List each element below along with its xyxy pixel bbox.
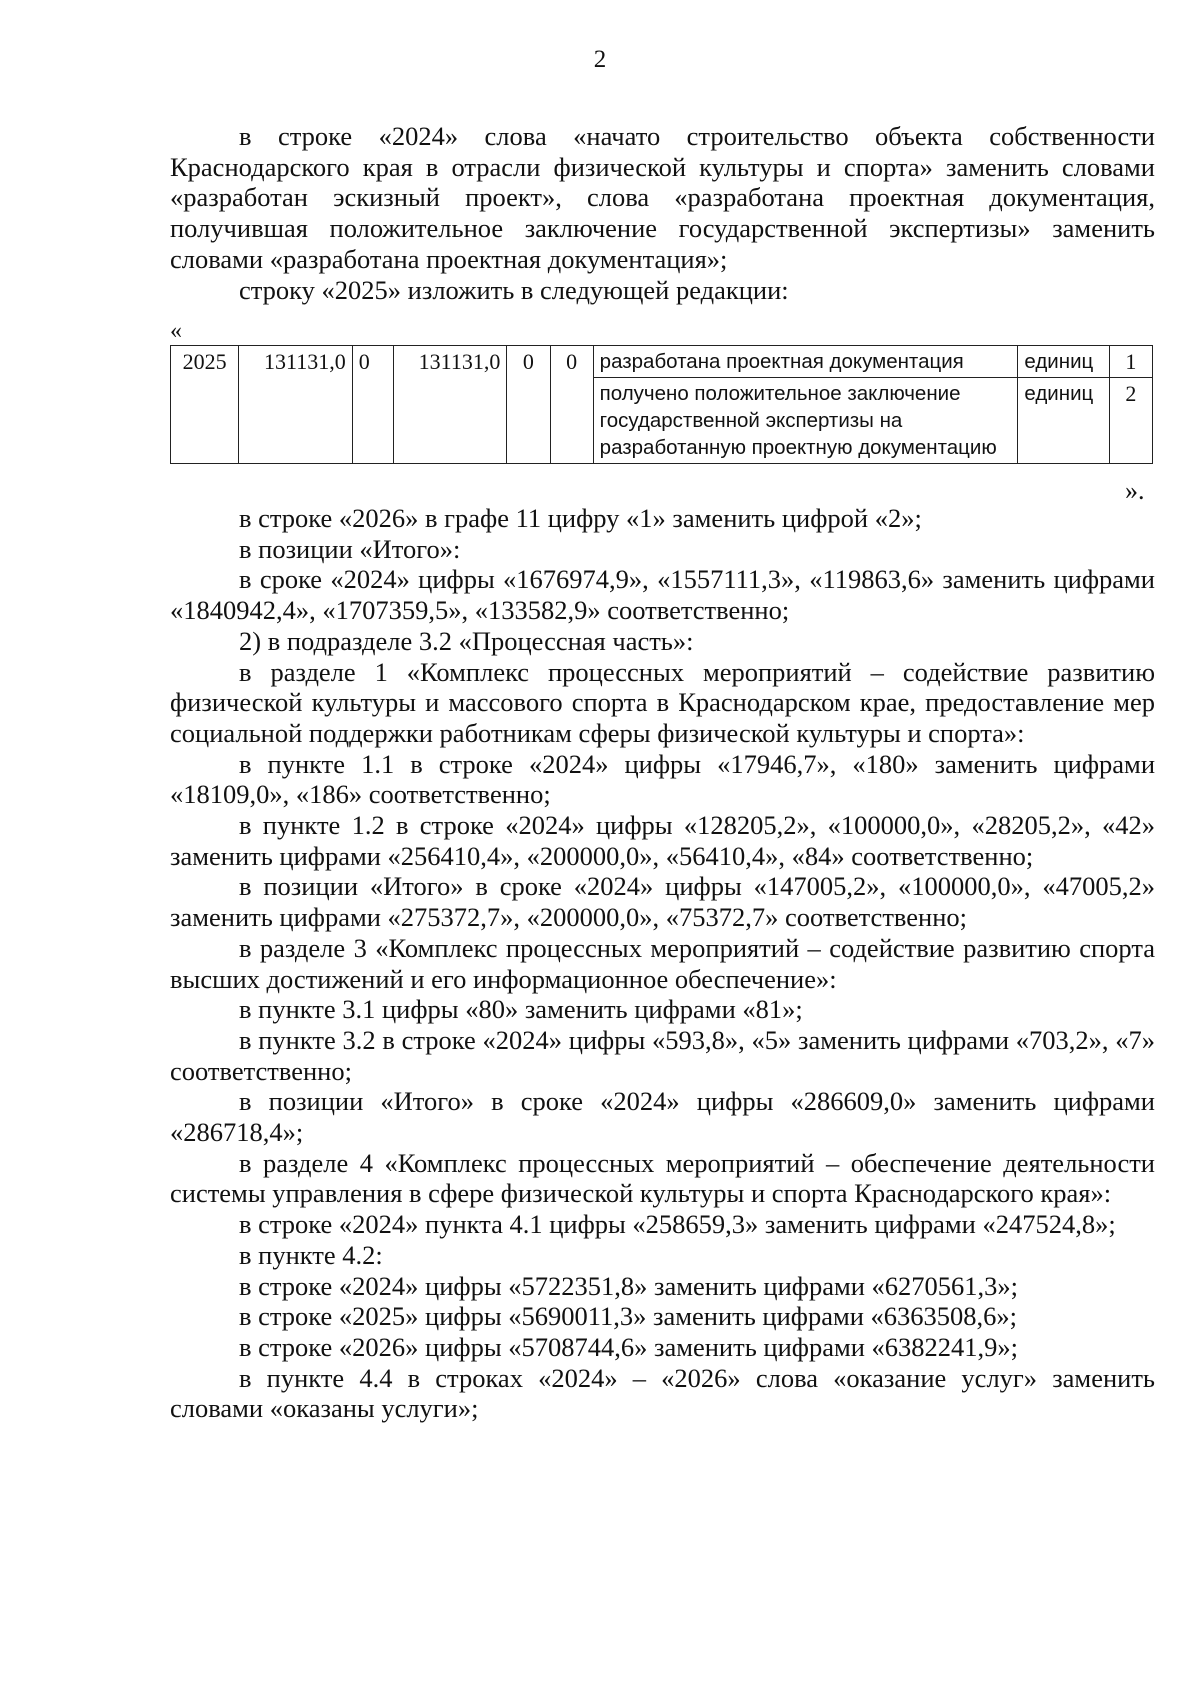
table-row	[171, 346, 1153, 378]
paragraph: в пункте 4.2:	[239, 1239, 383, 1270]
paragraph: в сроке «2024» цифры «1676974,9», «1557111,3», «119863,6» заменить цифрами «1840942,4», «1707359,5», «133582,9» соответственно;	[170, 564, 1155, 626]
amendment-table	[170, 345, 1153, 464]
paragraph: в строке «2024» слова «начато строительство объекта собственности Краснодарского края в отрасли физической культуры и спорта» заменить словами «разработан эскизный проект», слова «разработана проектная документация, получившая положительное заключение государственной экспертизы» заменить словами «разработана проектная документация»;	[170, 121, 1155, 274]
paragraph: в разделе 4 «Комплекс процессных мероприятий – обеспечение деятельности системы управления в сфере физической культуры и спорта Краснодарского края»:	[170, 1147, 1155, 1209]
amount-cell: 0	[550, 346, 593, 464]
unit-cell: единиц	[1018, 378, 1109, 464]
description-cell: получено положительное заключение государственной экспертизы на разработанную проектную документацию	[593, 378, 1018, 464]
paragraph: в строке «2024» пункта 4.1 цифры «258659,3» заменить цифрами «247524,8»;	[239, 1209, 1116, 1240]
paragraph: в пункте 1.1 в строке «2024» цифры «17946,7», «180» заменить цифрами «18109,0», «186» соответственно;	[170, 748, 1155, 810]
amount-cell: 131131,0	[239, 346, 352, 464]
paragraph: 2) в подразделе 3.2 «Процессная часть»:	[239, 625, 694, 656]
page-number: 2	[593, 46, 607, 73]
paragraph: в позиции «Итого» в сроке «2024» цифры «147005,2», «100000,0», «47005,2» заменить цифрами «275372,7», «200000,0», «75372,7» соответственно;	[170, 871, 1155, 933]
paragraph: в строке «2024» цифры «5722351,8» заменить цифрами «6270561,3»;	[239, 1270, 1019, 1301]
intro-text	[170, 121, 1155, 305]
year-cell: 2025	[171, 346, 239, 464]
quote-close: ».	[1125, 476, 1145, 505]
paragraph: в пункте 3.2 в строке «2024» цифры «593,8», «5» заменить цифрами «703,2», «7» соответственно;	[170, 1024, 1155, 1086]
paragraph: в пункте 1.2 в строке «2024» цифры «128205,2», «100000,0», «28205,2», «42» заменить цифрами «256410,4», «200000,0», «56410,4», «84» соответственно;	[170, 810, 1155, 871]
unit-cell: единиц	[1018, 346, 1109, 378]
paragraph: в пункте 3.1 цифры «80» заменить цифрами «81»;	[239, 994, 803, 1025]
quote-open: «	[170, 318, 182, 344]
body-text	[170, 503, 1155, 1424]
amount-cell: 131131,0	[393, 346, 506, 464]
paragraph: в разделе 3 «Комплекс процессных мероприятий – содействие развитию спорта высших достижений и его информационное обеспечение»:	[170, 932, 1155, 994]
paragraph: в разделе 1 «Комплекс процессных мероприятий – содействие развитию физической культуры и массового спорта в Краснодарском крае, предоставление мер социальной поддержки работникам сферы физической культуры и спорта»:	[170, 656, 1155, 748]
paragraph: в позиции «Итого»:	[239, 533, 461, 564]
paragraph: в строке «2026» цифры «5708744,6» заменить цифрами «6382241,9»;	[239, 1331, 1019, 1362]
value-cell: 2	[1109, 378, 1152, 464]
amount-cell: 0	[352, 346, 393, 464]
paragraph: строку «2025» изложить в следующей редакции:	[239, 274, 789, 305]
paragraph: в пункте 4.4 в строках «2024» – «2026» слова «оказание услуг» заменить словами «оказаны услуги»;	[170, 1362, 1155, 1424]
paragraph: в позиции «Итого» в сроке «2024» цифры «286609,0» заменить цифрами «286718,4»;	[170, 1086, 1155, 1148]
description-cell: разработана проектная документация	[593, 346, 1018, 378]
paragraph: в строке «2026» в графе 11 цифру «1» заменить цифрой «2»;	[239, 503, 922, 533]
paragraph: в строке «2025» цифры «5690011,3» заменить цифрами «6363508,6»;	[239, 1301, 1018, 1332]
value-cell: 1	[1109, 346, 1152, 378]
amount-cell: 0	[507, 346, 550, 464]
